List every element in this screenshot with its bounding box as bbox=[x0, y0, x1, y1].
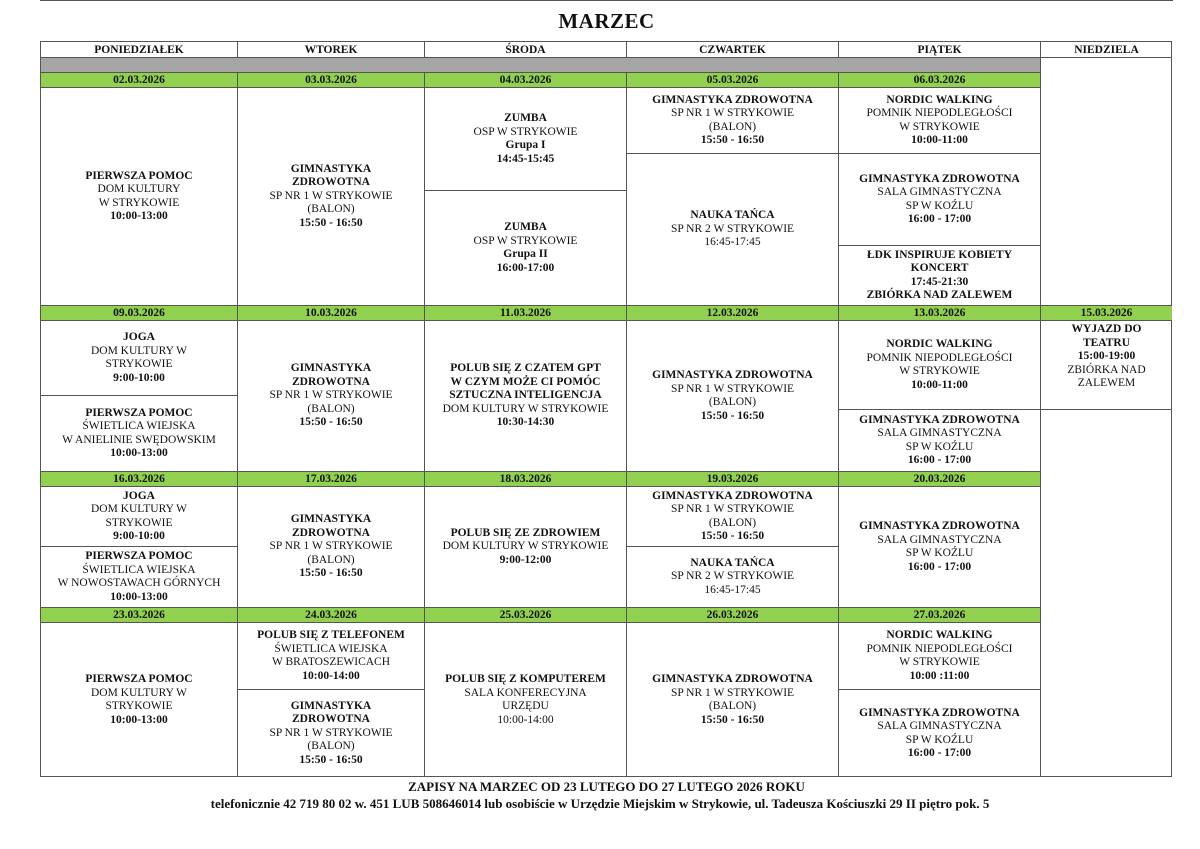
event-cell bbox=[425, 191, 627, 306]
event-line: GIMNASTYKA ZDROWOTNA bbox=[859, 413, 1020, 426]
event-line: W CZYM MOŻE CI POMÓC bbox=[450, 375, 601, 388]
event-line: (BALON) bbox=[307, 553, 355, 566]
contact-info: telefonicznie 42 719 80 02 w. 451 LUB 508646014 lub osobiście w Urzędzie Miejskim w Strykowie, ul. Tadeusza Kościuszki 29 II piętro pok. 5 bbox=[210, 796, 990, 811]
event-line: DOM KULTURY W STRYKOWIE bbox=[442, 540, 609, 553]
event-line: 10:00-13:00 bbox=[110, 590, 168, 603]
event-line: STRYKOWIE bbox=[105, 516, 173, 529]
event-line: 16:00 - 17:00 bbox=[907, 454, 972, 466]
event-line: GIMNASTYKA bbox=[290, 162, 372, 175]
date-cell: 04.03.2026 bbox=[425, 73, 627, 88]
event-line: ZUMBA bbox=[504, 112, 547, 124]
date-cell: 16.03.2026 bbox=[41, 472, 238, 487]
event-line: PIERWSZA POMOC bbox=[85, 169, 193, 182]
event-line: POLUB SIĘ Z CZATEM GPT bbox=[450, 362, 601, 375]
event-line: STRYKOWIE bbox=[105, 700, 173, 712]
event-line: SP NR 1 W STRYKOWIE bbox=[670, 503, 795, 515]
event-line: SP NR 1 W STRYKOWIE bbox=[670, 686, 795, 699]
event-line: DOM KULTURY bbox=[97, 183, 181, 195]
event-line: 16:00 - 17:00 bbox=[907, 560, 972, 573]
date-cell: 25.03.2026 bbox=[425, 608, 627, 623]
event-line: KONCERT bbox=[910, 262, 969, 274]
day-header-tuesday: WTOREK bbox=[238, 42, 425, 58]
event-line: GIMNASTYKA ZDROWOTNA bbox=[652, 369, 813, 381]
event-cell bbox=[238, 487, 425, 608]
event-line: GIMNASTYKA ZDROWOTNA bbox=[859, 520, 1020, 532]
event-line: 9:00-10:00 bbox=[113, 371, 165, 384]
event-line: (BALON) bbox=[708, 700, 757, 712]
event-line: POLUB SIĘ ZE ZDROWIEM bbox=[450, 526, 601, 539]
event-line: SP NR 1 W STRYKOWIE bbox=[269, 726, 393, 739]
event-cell bbox=[839, 321, 1041, 410]
event-line: JOGA bbox=[123, 489, 155, 502]
event-line: PIERWSZA POMOC bbox=[85, 673, 193, 685]
event-line: SP W KOŹLU bbox=[905, 733, 974, 746]
event-line: 17:45-21:30 bbox=[910, 275, 969, 288]
event-line: W STRYKOWIE bbox=[98, 196, 180, 209]
date-cell: 11.03.2026 bbox=[425, 306, 627, 321]
event-line: 10:00-13:00 bbox=[110, 447, 168, 459]
event-line: SP NR 1 W STRYKOWIE bbox=[670, 107, 795, 119]
event-line: W STRYKOWIE bbox=[899, 365, 980, 377]
event-cell bbox=[627, 623, 839, 777]
date-cell: 13.03.2026 bbox=[839, 306, 1041, 321]
event-line: SALA GIMNASTYCZNA bbox=[877, 720, 1002, 732]
event-line: PIERWSZA POMOC bbox=[85, 550, 193, 562]
event-line: URZĘDU bbox=[502, 700, 549, 712]
event-cell bbox=[627, 321, 839, 472]
event-line: ZDROWOTNA bbox=[292, 375, 370, 388]
event-cell bbox=[425, 623, 627, 777]
event-line: 15:50 - 16:50 bbox=[299, 567, 363, 580]
event-line: SP NR 1 W STRYKOWIE bbox=[670, 382, 795, 395]
date-cell: 17.03.2026 bbox=[238, 472, 425, 487]
event-line: ZBIÓRKA NAD bbox=[1067, 363, 1146, 376]
event-cell bbox=[425, 321, 627, 472]
event-line: OSP W STRYKOWIE bbox=[473, 125, 578, 138]
event-cell bbox=[41, 396, 238, 472]
event-line: GIMNASTYKA ZDROWOTNA bbox=[859, 706, 1020, 719]
day-header-thursday: CZWARTEK bbox=[627, 42, 839, 58]
event-cell bbox=[627, 154, 839, 306]
date-cell: 06.03.2026 bbox=[839, 73, 1041, 88]
event-line: 15:50 - 16:50 bbox=[299, 753, 363, 766]
day-header-friday: PIĄTEK bbox=[839, 42, 1041, 58]
event-line: 15:50 - 16:50 bbox=[299, 216, 363, 229]
date-cell: 24.03.2026 bbox=[238, 608, 425, 623]
date-cell: 10.03.2026 bbox=[238, 306, 425, 321]
event-line: ZALEWEM bbox=[1077, 377, 1136, 389]
event-line: 10:00 :11:00 bbox=[909, 669, 970, 682]
event-line: DOM KULTURY W bbox=[90, 503, 188, 515]
event-cell bbox=[627, 547, 839, 608]
event-line: WYJAZD DO bbox=[1071, 323, 1142, 335]
event-line: SALA GIMNASTYCZNA bbox=[877, 427, 1002, 439]
event-line: SP NR 2 W STRYKOWIE bbox=[670, 222, 795, 235]
event-line: 14:45-15:45 bbox=[496, 152, 555, 165]
event-line: ZDROWOTNA bbox=[292, 713, 370, 726]
event-line: 10:00-13:00 bbox=[110, 713, 168, 726]
event-line: 10:30-14:30 bbox=[496, 416, 555, 429]
event-cell bbox=[41, 88, 238, 306]
event-line: NORDIC WALKING bbox=[886, 93, 993, 106]
event-line: 15:50 - 16:50 bbox=[700, 134, 765, 146]
event-line: 16:00 - 17:00 bbox=[907, 747, 972, 759]
event-cell bbox=[425, 487, 627, 608]
event-line: GIMNASTYKA ZDROWOTNA bbox=[652, 673, 813, 685]
event-line: ŚWIETLICA WIEJSKA bbox=[274, 642, 388, 655]
empty-cell bbox=[1041, 58, 1172, 306]
event-line: NAUKA TAŃCA bbox=[690, 209, 775, 222]
event-line: ŁDK INSPIRUJE KOBIETY bbox=[866, 248, 1013, 261]
event-line: TEATRU bbox=[1082, 336, 1131, 349]
event-cell bbox=[41, 547, 238, 608]
event-line: (BALON) bbox=[708, 516, 757, 529]
spacer-row bbox=[41, 58, 1041, 73]
event-line: W STRYKOWIE bbox=[899, 120, 980, 133]
date-cell: 23.03.2026 bbox=[41, 608, 238, 623]
event-cell bbox=[839, 487, 1041, 608]
event-cell bbox=[238, 88, 425, 306]
day-header-sunday: NIEDZIELA bbox=[1041, 42, 1172, 58]
event-line: 10:00-14:00 bbox=[302, 669, 360, 682]
event-line: SALA KONFERECYJNA bbox=[464, 686, 587, 699]
event-line: (BALON) bbox=[708, 120, 757, 133]
signup-note: ZAPISY NA MARZEC OD 23 LUTEGO DO 27 LUTEGO 2026 ROKU bbox=[408, 779, 805, 794]
event-line: (BALON) bbox=[307, 402, 355, 415]
event-line: SP W KOŹLU bbox=[905, 440, 974, 453]
date-cell: 09.03.2026 bbox=[41, 306, 238, 321]
event-line: POMNIK NIEPODLEGŁOŚCI bbox=[866, 107, 1013, 119]
event-line: 16:45-17:45 bbox=[704, 236, 761, 249]
date-cell: 18.03.2026 bbox=[425, 472, 627, 487]
date-cell: 26.03.2026 bbox=[627, 608, 839, 623]
event-line: 15:50 - 16:50 bbox=[700, 409, 765, 422]
event-line: ŚWIETLICA WIEJSKA bbox=[82, 420, 196, 432]
event-line: JOGA bbox=[123, 331, 155, 343]
page-title: MARZEC bbox=[558, 9, 655, 33]
event-line: W STRYKOWIE bbox=[899, 656, 980, 668]
event-line: NORDIC WALKING bbox=[886, 629, 993, 641]
event-line: SP NR 2 W STRYKOWIE bbox=[670, 570, 795, 583]
event-line: ZUMBA bbox=[504, 221, 547, 233]
event-line: Grupa II bbox=[503, 248, 548, 260]
event-line: 16:00 - 17:00 bbox=[907, 213, 972, 225]
top-rule bbox=[40, 0, 1173, 1]
date-cell: 03.03.2026 bbox=[238, 73, 425, 88]
event-line: DOM KULTURY W STRYKOWIE bbox=[442, 402, 609, 415]
event-line: 15:00-19:00 bbox=[1077, 350, 1136, 362]
date-cell: 27.03.2026 bbox=[839, 608, 1041, 623]
event-line: 16:00-17:00 bbox=[496, 261, 555, 274]
empty-cell bbox=[1041, 410, 1172, 777]
event-line: PIERWSZA POMOC bbox=[85, 406, 193, 419]
date-cell: 02.03.2026 bbox=[41, 73, 238, 88]
event-line: POLUB SIĘ Z KOMPUTEREM bbox=[445, 673, 606, 685]
event-line: SZTUCZNA INTELIGENCJA bbox=[449, 389, 602, 402]
date-cell: 15.03.2026 bbox=[1041, 306, 1172, 321]
event-line: W NOWOSTAWACH GÓRNYCH bbox=[57, 577, 221, 589]
event-line: POMNIK NIEPODLEGŁOŚCI bbox=[866, 351, 1013, 364]
event-cell bbox=[839, 690, 1041, 777]
event-line: 10:00-14:00 bbox=[497, 713, 554, 726]
event-cell bbox=[839, 623, 1041, 690]
event-line: 16:45-17:45 bbox=[704, 583, 761, 596]
event-cell bbox=[238, 623, 425, 690]
schedule-table bbox=[40, 41, 1172, 777]
event-line: W ANIELINIE SWĘDOWSKIM bbox=[62, 433, 216, 446]
event-line: 10:00-11:00 bbox=[911, 378, 968, 391]
event-line: GIMNASTYKA bbox=[290, 362, 372, 375]
event-cell bbox=[238, 690, 425, 777]
event-line: GIMNASTYKA ZDROWOTNA bbox=[652, 489, 813, 502]
day-header-monday: PONIEDZIAŁEK bbox=[41, 42, 238, 58]
event-line: 9:00-10:00 bbox=[113, 530, 165, 542]
event-cell bbox=[1041, 321, 1172, 410]
event-line: GIMNASTYKA bbox=[290, 699, 372, 712]
event-line: STRYKOWIE bbox=[105, 358, 173, 370]
event-line: ZDROWOTNA bbox=[292, 526, 370, 539]
event-line: OSP W STRYKOWIE bbox=[473, 234, 578, 247]
event-line: W BRATOSZEWICACH bbox=[271, 656, 391, 668]
event-line: ŚWIETLICA WIEJSKA bbox=[82, 563, 196, 576]
event-line: SALA GIMNASTYCZNA bbox=[877, 186, 1002, 198]
event-line: 10:00-11:00 bbox=[911, 134, 968, 146]
event-cell bbox=[41, 623, 238, 777]
event-cell bbox=[238, 321, 425, 472]
day-header-wednesday: ŚRODA bbox=[425, 42, 627, 58]
event-cell bbox=[839, 410, 1041, 472]
event-line: DOM KULTURY W bbox=[90, 686, 188, 699]
date-cell: 20.03.2026 bbox=[839, 472, 1041, 487]
event-line: (BALON) bbox=[708, 396, 757, 408]
event-line: GIMNASTYKA ZDROWOTNA bbox=[859, 172, 1020, 185]
event-line: 15:50 - 16:50 bbox=[700, 713, 765, 726]
event-cell bbox=[41, 321, 238, 396]
event-cell bbox=[41, 487, 238, 547]
date-cell: 19.03.2026 bbox=[627, 472, 839, 487]
event-line: (BALON) bbox=[307, 203, 355, 216]
event-line: NAUKA TAŃCA bbox=[690, 556, 775, 569]
event-line: SP W KOŹLU bbox=[905, 199, 974, 212]
event-line: NORDIC WALKING bbox=[886, 338, 993, 350]
event-line: (BALON) bbox=[307, 740, 355, 753]
event-cell bbox=[839, 88, 1041, 154]
event-line: 10:00-13:00 bbox=[110, 210, 168, 222]
event-line: SP NR 1 W STRYKOWIE bbox=[269, 189, 393, 202]
event-line: 15:50 - 16:50 bbox=[700, 530, 765, 542]
event-line: SP W KOŹLU bbox=[905, 547, 974, 559]
event-cell bbox=[627, 88, 839, 154]
event-line: 9:00-12:00 bbox=[499, 553, 552, 566]
event-line: GIMNASTYKA bbox=[290, 513, 372, 526]
event-line: SALA GIMNASTYCZNA bbox=[877, 533, 1002, 546]
event-cell bbox=[627, 487, 839, 547]
event-line: GIMNASTYKA ZDROWOTNA bbox=[652, 93, 813, 106]
date-cell: 12.03.2026 bbox=[627, 306, 839, 321]
event-line: POMNIK NIEPODLEGŁOŚCI bbox=[866, 642, 1013, 655]
event-line: 15:50 - 16:50 bbox=[299, 416, 363, 429]
event-line: Grupa I bbox=[505, 139, 546, 151]
event-line: SP NR 1 W STRYKOWIE bbox=[269, 540, 393, 553]
event-cell bbox=[839, 154, 1041, 246]
event-line: POLUB SIĘ Z TELEFONEM bbox=[257, 629, 405, 641]
date-cell: 05.03.2026 bbox=[627, 73, 839, 88]
event-cell bbox=[839, 246, 1041, 306]
event-line: ZDROWOTNA bbox=[292, 176, 370, 189]
event-line: SP NR 1 W STRYKOWIE bbox=[269, 389, 393, 402]
event-line: ZBIÓRKA NAD ZALEWEM bbox=[866, 289, 1013, 301]
event-cell bbox=[425, 88, 627, 191]
event-line: DOM KULTURY W bbox=[90, 344, 188, 357]
